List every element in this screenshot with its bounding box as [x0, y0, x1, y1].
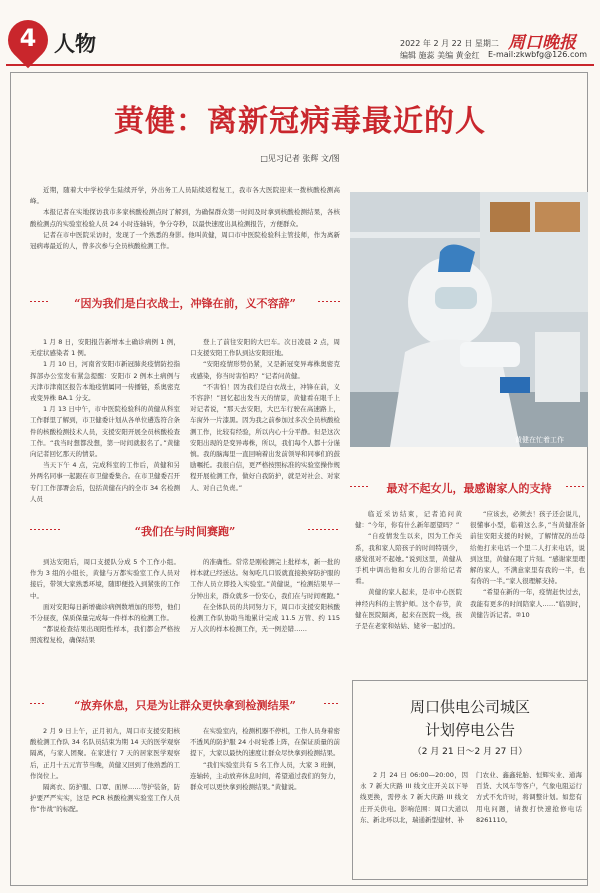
section-column [190, 557, 340, 635]
paper-email: E-mail:zkwbfg@126.com [488, 50, 588, 59]
paper-logo: 周口晚报 [508, 33, 576, 53]
paragraph: 黄健的家人起来，是市中心医院神经内科的主管护师。这个春节，黄健在医院隔离，起来在医院一线，孩子是在老家和姑姑、姥爷一起过的。 [355, 588, 462, 631]
section-heading: “因为我们是白衣战士，冲锋在前，义不容辞” [74, 297, 296, 310]
editor-credits: 编辑 施蕊 美编 黄金红 [400, 51, 480, 60]
paragraph: 2 月 9 日上午，正月初九，周口市支援安阳核酸检测工作队 34 名队员结束为期 14 天的医学观察隔离，与家人团聚。在家进行 7 天的居家医学观察后，正月十五元宵节当晚，黄健又回到了他熟悉的工作岗位上。 [30, 727, 180, 780]
notice-column [476, 770, 582, 826]
notice-text: 2 月 24 日 06:00—20:00，因永 7 新大庆路 III 线文庄开关以下导线更换，需停永 7 新大庆路 III 线文庄开关供电。影响范围：周口大道以东、新北环以北，瑞通新型建材、补 [360, 771, 468, 824]
paragraph: “我们实验室共有 5 名工作人员，大家 3 班倒，连轴转，主动放弃休息时间，希望通过我们的努力，群众可以更快拿到检测结果。”黄健说。 [190, 760, 340, 792]
paragraph: 隔离衣、防护服、口罩、面屏……等护装备，防护要严严实实，这是 PCR 核酸检测实验室工作人员作“作战”的标配。 [30, 783, 180, 814]
paragraph: 面对安阳每日新增确诊病例数增加的形势，他们不分昼夜，保质保量完成每一件样本的检测工作。 [30, 602, 180, 623]
paragraph: 临近采访结束，记者追问黄健：“今年，你有什么新年愿望吗？” [355, 510, 462, 530]
section-column [190, 337, 340, 494]
notice-date-range: （2 月 21 日～2 月 27 日） [412, 747, 528, 757]
paragraph: 的准确性。常常是刚检测完上批样本，新一批的样本就已经送达。匆匆吃几口饭就直接换穿防护服的工作人员立即投入实验室。”黄健说，“检测结果早一分钟出来，群众就多一份安心，我们在与时间赛跑。” [190, 558, 340, 600]
section-heading: 最对不起女儿，最感谢家人的支持 [386, 482, 552, 495]
paragraph: 到达安阳后，周口支援队分成 5 个工作小组。作为 3 组的小组长，黄健与万都实验室工作人员对接后，带领大家熟悉环境，随即便投入到紧张的工作中。 [30, 558, 180, 600]
section-heading: “我们在与时间赛跑” [134, 525, 236, 538]
page-number: 4 [19, 24, 37, 52]
header-divider [6, 64, 594, 66]
paragraph: 1 月 8 日，安阳报告新增本土确诊病例 1 例，无症状感染者 1 例。 [30, 338, 180, 358]
paragraph: 当天下午 4 点，完成科室的工作后，黄健和另外两名同事一起跟在市卫健委集合。在市卫健委召开专门工作部署会后，包括黄健在内的全市 34 名检测人员 [30, 461, 180, 503]
section-column [30, 557, 180, 647]
paragraph: “自疫情发生以来，因为工作关系，我和家人陪孩子的时间特别少，感觉很对不起她。”说到这里，黄健从手机中调出他和女儿的合影给记者看。 [355, 532, 462, 586]
notice-column [360, 770, 468, 826]
paragraph: “不害怕！因为我们是白衣战士，冲锋在前，义不容辞！”回忆起出发当天的情景，黄健看在眼千上对记者说，“那天去安阳，大巴车行驶在高速路上，车窗外一片漆黑。因为我之前参加过多次全员核酸检测工作，比较有经验，所以内心十分平静。但是这次安阳出现的是变异毒株，所以，我们每个人都十分谨慎。我的脑海里一直回响着出发前领导和同事们的鼓励嘱托。我很自信，更严格按照标准的实验室操作规程开展检测工作，做好自我防护，就是对社会、对家人、对自己负责。” [190, 382, 340, 492]
paragraph: “希望在新的一年，疫情赶快过去，我能有更多的时间陪家人……”临别时，黄健告诉记者。②10 [470, 588, 585, 619]
paragraph: “应该去，必须去！孩子还会说儿，很懂事小型，临着这么多，”当黄健准备前往安阳支援的时候，了解情况的岳母给他打来电话一个里二人打来电话，说到这里，黄健在眼了片刻。“感谢家里理解的家人，不满意家里有我的一半，也有你的一半。”家人很理解支持。 [470, 510, 585, 586]
section-column [30, 337, 180, 505]
photo-caption: 黄健在忙着工作 [515, 436, 564, 444]
intro-paragraph: 近期，随着大中学校学生陆续开学，外出务工人员陆续返程复工，我市各大医院迎来一拨核酸检测高峰。 [30, 186, 340, 206]
section-column [470, 509, 585, 621]
paragraph: “都说检查结果出现阳性样本，我们都会严格按照流程复检，确保结果 [30, 625, 180, 645]
article-byline: □见习记者 张辉 文/图 [260, 154, 340, 163]
section-heading: “放弃休息，只是为让群众更快拿到检测结果” [74, 699, 296, 712]
issue-date: 2022 年 2 月 22 日 星期二 [400, 39, 499, 48]
section-column [190, 726, 340, 793]
paragraph: 1 月 10 日，河南省安阳市新冠肺炎疫情防控指挥部办公室发布紧急提醒：安阳市 2 例本土病例与天津市津南区报告本地疫情属同一传播链，系奥密克戎变异株 BA.1 分支。 [30, 360, 180, 403]
paragraph: 在实验室内，检测机器不停机，工作人员身着密不透风的防护服 24 小时轮番上阵，在保证质量的前提下，大家以最快的速度让群众尽快拿到检测结果。 [190, 727, 340, 758]
paragraph: 在全体队员的共同努力下，周口市支援安阳核酸检测工作队协助当地累计完成 11.5 万管、约 115 万人次的样本检测工作，无一例差错…… [190, 602, 340, 634]
article-photo [350, 192, 588, 447]
notice-title: 周口供电公司城区 [409, 698, 530, 716]
notice-title: 计划停电公告 [424, 721, 515, 739]
section-title: 人物 [54, 31, 96, 56]
intro-paragraph: 记者在市中医院采访时，发现了一个熟悉的身影。他叫黄健，周口市中医院检验科主管技师，作为离新冠病毒最近的人，曾多次参与全员核酸检测工作。 [30, 230, 340, 251]
article-intro [30, 185, 340, 252]
lab-worker-photo [350, 192, 588, 447]
paragraph: 1 月 13 日中午，市中医院检验科的黄健从科室工作群里了解到，市卫健委计划从各单位遴选符合条件的核酸检测技术人员，支援安阳开展全员核酸检查工作。“我当时想都没想，第一时间就报名了。”黄健向记者回忆那天的情景。 [30, 405, 180, 459]
section-column [355, 509, 462, 632]
section-column [30, 726, 180, 816]
paragraph: “安阳疫情形势仍紧，又是新冠变异毒株奥密克戎感染，你当时害怕吗？”记者问黄健。 [190, 360, 340, 380]
article-headline: 黄健：离新冠病毒最近的人 [114, 104, 486, 139]
notice-text: 门农业、鑫鑫轮胎、恒辉实业、通海百货、大风车等客户，气象电阻运行方式不允许时，将调整计划。如您有用电问题，请拨打快速抢修电话 8261110。 [476, 771, 582, 824]
paragraph: 登上了前往安阳的大巴车。次日凌晨 2 点，周口支援安阳工作队到达安阳驻地。 [190, 338, 340, 358]
intro-paragraph: 本报记者在实地探访我市多家核酸检测点时了解到，为确保群众第一时间及时拿到核酸检测结果，各核酸检测点的实验室检验人员 24 小时连轴转，争分夺秒，以最快速度出具检测报告，方便群众。 [30, 208, 340, 228]
